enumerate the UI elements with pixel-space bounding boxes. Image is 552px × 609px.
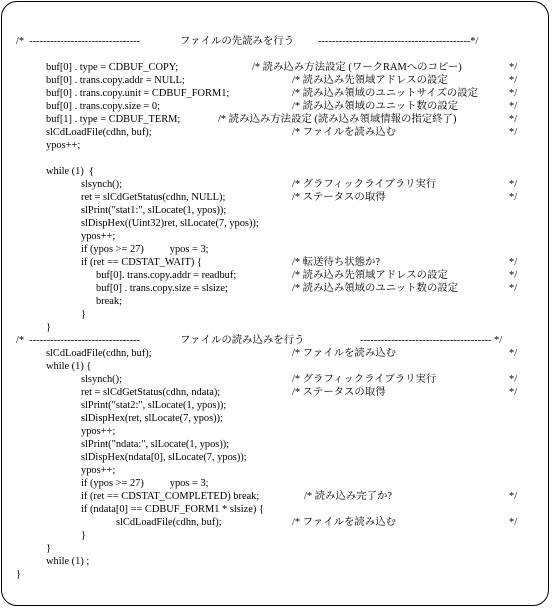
code-text: } bbox=[81, 309, 86, 320]
code-line bbox=[0, 386, 552, 399]
code-comment: /* 読み込み完了か? bbox=[304, 491, 393, 502]
code-text: } bbox=[46, 543, 51, 554]
code-text: slCdLoadFile(cdhn, buf); bbox=[46, 127, 152, 138]
code-text: slDispHex((Uint32)ret, slLocate(7, ypos)); bbox=[81, 218, 259, 229]
code-text: buf[1] . type = CDBUF_TERM; bbox=[46, 114, 181, 125]
code-comment: /* 読み込み領域のユニット数の設定 bbox=[292, 283, 459, 294]
comment-end: */ bbox=[509, 75, 518, 86]
code-text: } bbox=[16, 569, 21, 580]
comment-end: */ bbox=[509, 179, 518, 190]
code-line bbox=[0, 308, 552, 321]
code-comment: /* 読み込み方法設定 (読み込み領域情報の指定終了) bbox=[218, 114, 457, 125]
code-text: if (ypos >= 27) ypos = 3; bbox=[81, 478, 209, 489]
code-line bbox=[0, 321, 552, 334]
code-text: } bbox=[81, 530, 86, 541]
code-line bbox=[0, 165, 552, 178]
code-text: if (ypos >= 27) ypos = 3; bbox=[81, 244, 209, 255]
code-text: slPrint("stat2:", slLocate(1, ypos)); bbox=[81, 400, 227, 411]
code-line bbox=[0, 516, 552, 529]
code-line bbox=[0, 269, 552, 282]
code-comment: /* ステータスの取得 bbox=[292, 192, 386, 203]
code-text: } bbox=[46, 322, 51, 333]
code-comment: /* 読み込み領域のユニット数の設定 bbox=[292, 101, 459, 112]
code-comment: /* 読み込み方法設定 (ワークRAMへのコピー) bbox=[252, 62, 462, 73]
code-comment: /* グラフィックライブラリ実行 bbox=[292, 179, 437, 190]
code-line bbox=[0, 256, 552, 269]
code-line bbox=[0, 347, 552, 360]
code-line bbox=[0, 373, 552, 386]
code-text: while (1) { bbox=[46, 166, 94, 177]
code-text: buf[0] . trans.copy.size = 0; bbox=[46, 101, 160, 112]
code-line bbox=[0, 113, 552, 126]
code-text: if (ret == CDSTAT_COMPLETED) break; bbox=[81, 491, 260, 502]
code-line bbox=[0, 555, 552, 568]
code-text: break; bbox=[96, 296, 122, 307]
code-text: slsynch(); bbox=[81, 374, 122, 385]
code-line bbox=[0, 48, 552, 61]
code-line bbox=[0, 100, 552, 113]
code-line bbox=[0, 399, 552, 412]
code-comment: /* ファイルを読み込む bbox=[292, 517, 396, 528]
code-text: ypos++; bbox=[81, 426, 116, 437]
code-line bbox=[0, 191, 552, 204]
comment-end: */ bbox=[509, 270, 518, 281]
code-comment: /* 読み込み先領域アドレスの設定 bbox=[292, 75, 448, 86]
code-text: if (ndata[0] == CDBUF_FORM1 * slsize) { bbox=[81, 504, 264, 515]
code-text: while (1) { bbox=[46, 361, 92, 372]
code-text: ypos++; bbox=[46, 140, 81, 151]
code-line bbox=[0, 126, 552, 139]
code-comment: /* グラフィックライブラリ実行 bbox=[292, 374, 437, 385]
code-text: ypos++; bbox=[81, 465, 116, 476]
code-text: while (1) ; bbox=[46, 556, 90, 567]
code-line bbox=[0, 87, 552, 100]
code-text: buf[0] . trans.copy.addr = NULL; bbox=[46, 75, 185, 86]
code-text: buf[0] . trans.copy.size = slsize; bbox=[96, 283, 228, 294]
code-line bbox=[0, 152, 552, 165]
code-line bbox=[0, 243, 552, 256]
code-comment: /* ファイルを読み込む bbox=[292, 127, 396, 138]
code-text: slPrint("stat1:", slLocate(1, ypos)); bbox=[81, 205, 227, 216]
code-text: /* -------------------------------- bbox=[16, 335, 141, 346]
code-text: buf[0] . trans.copy.unit = CDBUF_FORM1; bbox=[46, 88, 230, 99]
comment-end: */ bbox=[509, 387, 518, 398]
code-line bbox=[0, 464, 552, 477]
code-text: slCdLoadFile(cdhn, buf); bbox=[116, 517, 222, 528]
code-text: slPrint("ndata:", slLocate(1, ypos)); bbox=[81, 439, 230, 450]
comment-end: */ bbox=[509, 101, 518, 112]
code-line bbox=[0, 490, 552, 503]
code-line bbox=[0, 178, 552, 191]
code-text: buf[0] . type = CDBUF_COPY; bbox=[46, 62, 179, 73]
code-text: slDispHex(ndata[0], slLocate(7, ypos)); bbox=[81, 452, 247, 463]
code-line bbox=[0, 35, 552, 48]
comment-end: -------------------------------------- */ bbox=[360, 335, 503, 346]
code-text: ypos++; bbox=[81, 231, 116, 242]
comment-end: --------------------------------------------*/ bbox=[318, 36, 479, 47]
comment-end: */ bbox=[509, 374, 518, 385]
code-line bbox=[0, 61, 552, 74]
comment-end: */ bbox=[509, 257, 518, 268]
code-text: buf[0]. trans.copy.addr = readbuf; bbox=[96, 270, 237, 281]
code-line bbox=[0, 230, 552, 243]
code-line bbox=[0, 360, 552, 373]
code-comment: /* ステータスの取得 bbox=[292, 387, 386, 398]
code-comment: ファイルの先読みを行う bbox=[180, 36, 295, 47]
code-line bbox=[0, 438, 552, 451]
code-line bbox=[0, 204, 552, 217]
code-text: slsynch(); bbox=[81, 179, 122, 190]
comment-end: */ bbox=[509, 192, 518, 203]
code-line bbox=[0, 139, 552, 152]
comment-end: */ bbox=[509, 517, 518, 528]
code-line bbox=[0, 503, 552, 516]
code-text: /* -------------------------------- bbox=[16, 36, 141, 47]
code-comment: /* 読み込み先領域アドレスの設定 bbox=[292, 270, 448, 281]
comment-end: */ bbox=[509, 348, 518, 359]
code-line bbox=[0, 425, 552, 438]
code-comment: ファイルの読み込みを行う bbox=[180, 335, 305, 346]
code-line bbox=[0, 477, 552, 490]
code-line bbox=[0, 334, 552, 347]
comment-end: */ bbox=[509, 283, 518, 294]
comment-end: */ bbox=[509, 62, 518, 73]
code-comment: /* 読み込み領域のユニットサイズの設定 bbox=[292, 88, 479, 99]
code-text: slCdLoadFile(cdhn, buf); bbox=[46, 348, 152, 359]
comment-end: */ bbox=[509, 491, 518, 502]
code-text: slDispHex(ret, slLocate(7, ypos)); bbox=[81, 413, 223, 424]
code-text: ret = slCdGetStatus(cdhn, NULL); bbox=[81, 192, 226, 203]
comment-end: */ bbox=[509, 127, 518, 138]
code-line bbox=[0, 451, 552, 464]
code-line bbox=[0, 529, 552, 542]
code-comment: /* 転送待ち状態か? bbox=[292, 257, 381, 268]
code-comment: /* ファイルを読み込む bbox=[292, 348, 396, 359]
comment-end: */ bbox=[509, 114, 518, 125]
code-line bbox=[0, 542, 552, 555]
code-text: if (ret == CDSTAT_WAIT) { bbox=[81, 257, 202, 268]
comment-end: */ bbox=[509, 88, 518, 99]
code-line bbox=[0, 217, 552, 230]
code-line bbox=[0, 412, 552, 425]
code-line bbox=[0, 282, 552, 295]
code-line bbox=[0, 568, 552, 581]
code-line bbox=[0, 74, 552, 87]
code-text: ret = slCdGetStatus(cdhn, ndata); bbox=[81, 387, 221, 398]
code-line bbox=[0, 295, 552, 308]
